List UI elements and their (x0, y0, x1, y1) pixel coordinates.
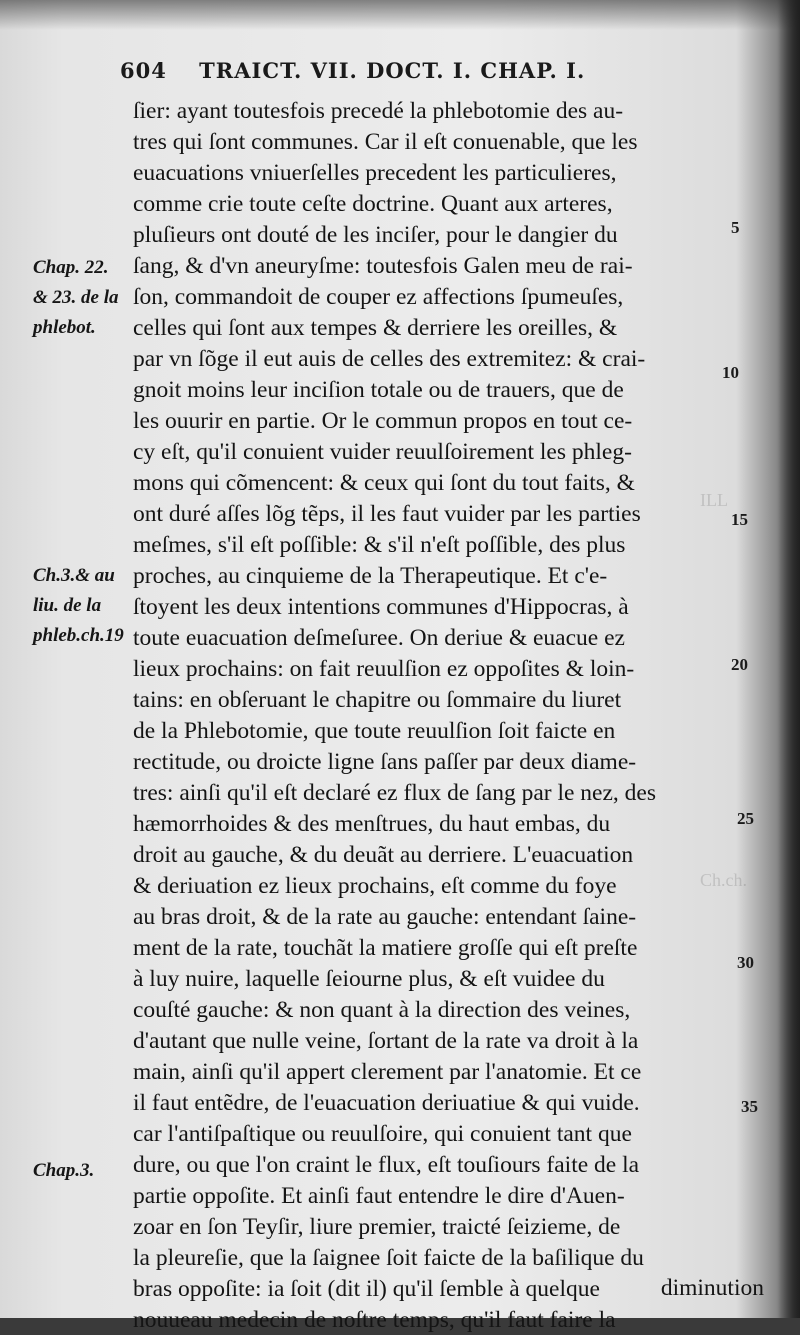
line-number: 10 (722, 363, 739, 382)
text-line: ſon, commandoit de couper ez affections ſpumeuſes, (133, 284, 624, 310)
running-head (120, 58, 680, 83)
margin-note: liu. de la (33, 595, 102, 616)
line-number: 5 (731, 218, 740, 237)
text-line: lieux prochains: on fait reuulſion ez oppoſites & loin- (133, 656, 635, 682)
margin-note: phlebot. (33, 317, 96, 338)
text-line: tres: ainſi qu'il eſt declaré ez flux de ſang par le nez, des (133, 780, 656, 806)
catchword: diminution (660, 1275, 764, 1301)
text-line: au bras droit, & de la rate au gauche: entendant ſaine- (133, 904, 637, 930)
text-line: hæmorrhoides & des menſtrues, du haut embas, du (133, 811, 611, 837)
text-line: meſmes, s'il eſt poſſible: & s'il n'eſt poſſible, des plus (133, 532, 626, 558)
text-line: à luy nuire, laquelle ſeiourne plus, & eſt vuidee du (133, 966, 605, 992)
page-binding-edge (778, 0, 800, 1318)
text-line: droit au gauche, & du deuãt au derriere. L'euacuation (133, 842, 634, 868)
text-line: celles qui ſont aux tempes & derriere les oreilles, & (133, 315, 618, 341)
text-line: main, ainſi qu'il appert clerement par l'anatomie. Et ce (133, 1059, 642, 1085)
line-number: 30 (737, 953, 754, 972)
text-line: euacuations vniuerſelles precedent les particulieres, (133, 160, 617, 186)
text-line: ſang, & d'vn aneuryſme: toutesfois Galen meu de rai- (133, 253, 633, 279)
margin-note: Chap.3. (33, 1160, 95, 1181)
line-number: 20 (731, 655, 748, 674)
page-top-shadow (0, 0, 800, 30)
line-number: 35 (741, 1097, 758, 1116)
text-line: gnoit moins leur inciſion totale ou de trauers, que de (133, 377, 624, 403)
line-number: 15 (731, 510, 748, 529)
text-line: & deriuation ez lieux prochains, eſt comme du foye (133, 873, 617, 899)
text-line: tains: en obſeruant le chapitre ou ſommaire du liuret (133, 687, 622, 713)
text-line: rectitude, ou droicte ligne ſans paſſer par deux diame- (133, 749, 637, 775)
text-line: mons qui cõmencent: & ceux qui ſont du tout faits, & (133, 470, 635, 496)
text-line: de la Phlebotomie, que toute reuulſion ſoit faicte en (133, 718, 616, 744)
text-line: dure, ou que l'on craint le flux, eſt touſiours faite de la (133, 1152, 640, 1178)
line-number: 25 (737, 809, 754, 828)
text-line: les ouurir en partie. Or le commun propos en tout ce- (133, 408, 633, 434)
show-through-text: ILL (700, 490, 728, 510)
text-line: proches, au cinquieme de la Therapeutique. Et c'e- (133, 563, 608, 589)
text-line: pluſieurs ont douté de les inciſer, pour le dangier du (133, 222, 618, 248)
text-line: il faut entẽdre, de l'euacuation deriuatiue & qui vuide. (133, 1090, 640, 1116)
text-line: ont duré aſſes lõg tẽps, il les faut vuider par les parties (133, 501, 641, 527)
text-line: ſier: ayant toutesfois precedé la phlebotomie des au- (133, 98, 624, 124)
text-line: tres qui ſont communes. Car il eſt conuenable, que les (133, 129, 638, 155)
text-line: bras oppoſite: ia ſoit (dit il) qu'il ſemble à quelque (133, 1276, 600, 1302)
text-line: ſtoyent les deux intentions communes d'Hippocras, à (133, 594, 629, 620)
text-line: zoar en ſon Teyſir, liure premier, traicté ſeizieme, de (133, 1214, 621, 1240)
text-line: la pleureſie, que la ſaignee ſoit faicte de la baſilique du (133, 1245, 644, 1271)
text-line: ment de la rate, touchãt la matiere groſſe qui eſt preſte (133, 935, 638, 961)
margin-note: phleb.ch.19 (33, 625, 124, 646)
page-number: 604 (120, 58, 167, 83)
text-line: partie oppoſite. Et ainſi faut entendre le dire d'Auen- (133, 1183, 625, 1209)
text-line: toute euacuation deſmeſuree. On deriue & euacue ez (133, 625, 625, 651)
text-line: nouueau medecin de noſtre temps, qu'il faut faire la (133, 1307, 616, 1333)
text-line: cy eſt, qu'il conuient vuider reuulſoirement les phleg- (133, 439, 632, 465)
running-title: TRAICT. VII. DOCT. I. CHAP. I. (199, 58, 586, 83)
show-through-text: Ch.ch. (700, 870, 747, 890)
text-line: car l'antiſpaſtique ou reuulſoire, qui conuient tant que (133, 1121, 632, 1147)
text-line: par vn ſõge il eut auis de celles des extremitez: & crai- (133, 346, 646, 372)
text-line: couſté gauche: & non quant à la direction des veines, (133, 997, 631, 1023)
text-line: comme crie toute ceſte doctrine. Quant aux arteres, (133, 191, 613, 217)
margin-note: Ch.3.& au (33, 565, 115, 586)
margin-note: Chap. 22. (33, 257, 109, 278)
text-line: d'autant que nulle veine, ſortant de la rate va droit à la (133, 1028, 639, 1054)
margin-note: & 23. de la (33, 287, 119, 308)
